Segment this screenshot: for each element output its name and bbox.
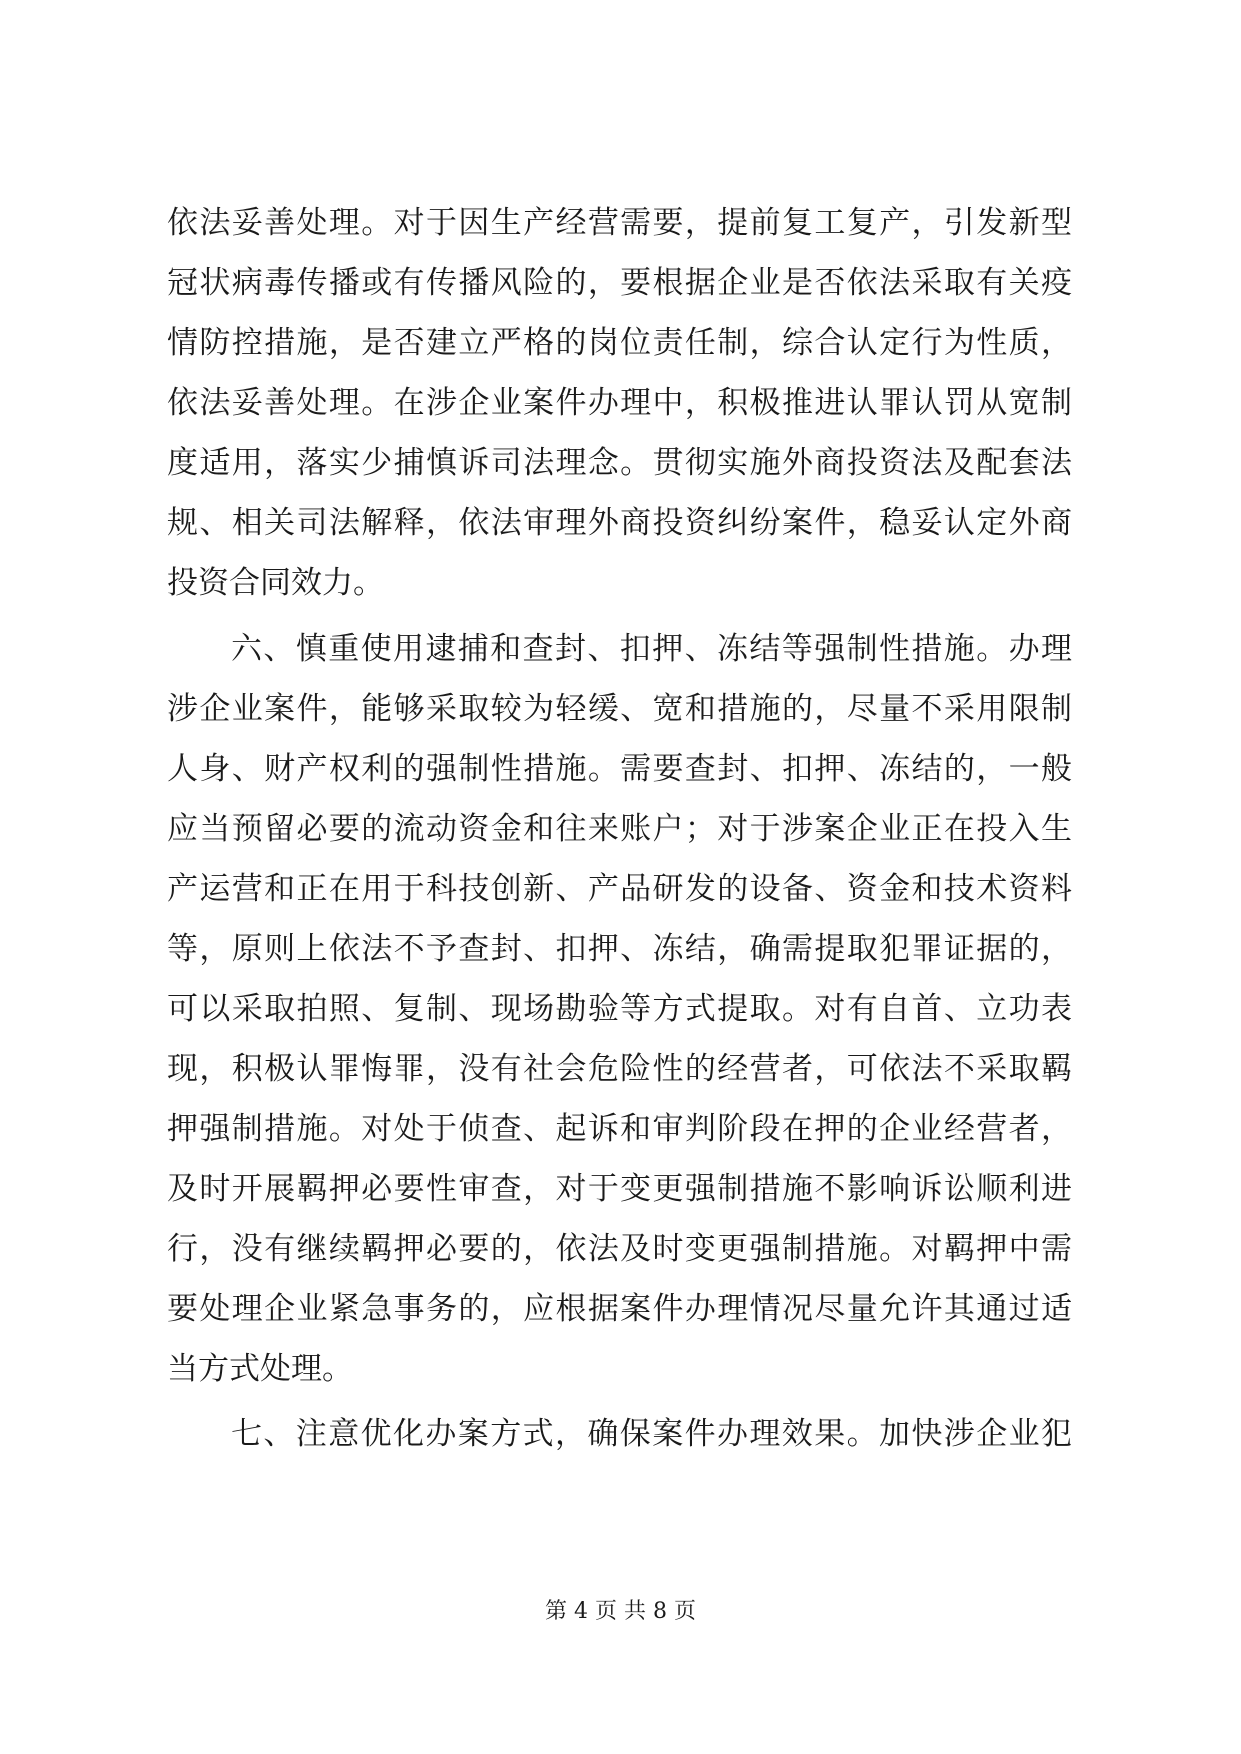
- text-line: 应当预留必要的流动资金和往来账户；对于涉案企业正在投入生: [167, 811, 1072, 847]
- text-line: 押强制措施。对处于侦查、起诉和审判阶段在押的企业经营者，: [167, 1111, 1072, 1147]
- text-line: 投资合同效力。: [167, 565, 384, 601]
- text-line: 依法妥善处理。在涉企业案件办理中，积极推进认罪认罚从宽制: [167, 385, 1072, 421]
- text-line: 规、相关司法解释，依法审理外商投资纠纷案件，稳妥认定外商: [167, 505, 1072, 541]
- text-line: 人身、财产权利的强制性措施。需要查封、扣押、冻结的，一般: [167, 751, 1072, 787]
- text-line: 现，积极认罪悔罪，没有社会危险性的经营者，可依法不采取羁: [167, 1051, 1072, 1087]
- text-line: 当方式处理。: [167, 1351, 353, 1387]
- text-line: 涉企业案件，能够采取较为轻缓、宽和措施的，尽量不采用限制: [167, 691, 1072, 727]
- text-line: 产运营和正在用于科技创新、产品研发的设备、资金和技术资料: [167, 871, 1072, 907]
- text-line: 等，原则上依法不予查封、扣押、冻结，确需提取犯罪证据的，: [167, 931, 1072, 967]
- text-line: 及时开展羁押必要性审查，对于变更强制措施不影响诉讼顺利进: [167, 1171, 1072, 1207]
- page-number-footer: 第 4 页 共 8 页: [545, 1599, 696, 1624]
- text-line: 度适用，落实少捕慎诉司法理念。贯彻实施外商投资法及配套法: [167, 445, 1072, 481]
- text-line: 情防控措施，是否建立严格的岗位责任制，综合认定行为性质，: [167, 325, 1072, 361]
- text-line: 要处理企业紧急事务的，应根据案件办理情况尽量允许其通过适: [167, 1291, 1072, 1327]
- text-line: 依法妥善处理。对于因生产经营需要，提前复工复产，引发新型: [167, 205, 1072, 241]
- text-line: 冠状病毒传播或有传播风险的，要根据企业是否依法采取有关疫: [167, 265, 1072, 301]
- section-heading-line: 七、注意优化办案方式，确保案件办理效果。加快涉企业犯: [231, 1416, 1072, 1452]
- text-line: 行，没有继续羁押必要的，依法及时变更强制措施。对羁押中需: [167, 1231, 1072, 1267]
- text-line: 可以采取拍照、复制、现场勘验等方式提取。对有自首、立功表: [167, 991, 1072, 1027]
- section-heading-line: 六、慎重使用逮捕和查封、扣押、冻结等强制性措施。办理: [231, 631, 1072, 667]
